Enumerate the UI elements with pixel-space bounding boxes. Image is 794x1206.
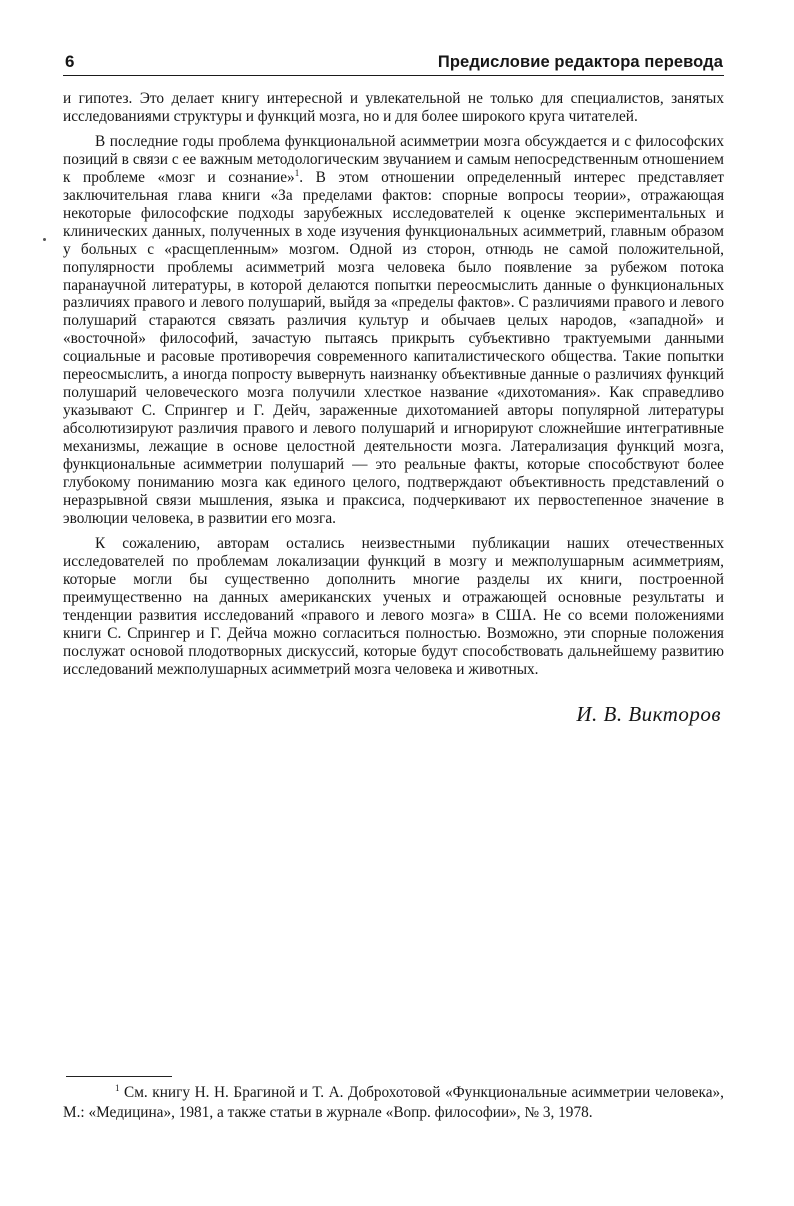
page-number: 6	[65, 52, 75, 71]
main-text	[63, 90, 724, 679]
paragraph-text-start: В последние годы проблема функциональной асимметрии мозга обсуждается и с философских позиций в связи с ее важным методологическим звучанием и самым непосредственным отношением к проблеме «мозг и сознание»	[63, 132, 724, 186]
footnote-marker: 1	[115, 1082, 120, 1093]
footnote-divider	[66, 1076, 172, 1077]
paragraph-unknown-publications: К сожалению, авторам остались неизвестными публикации наших отечественных исследователей по проблемам локализации функций в мозгу и межполушарным асимметриям, которые могли бы существенно дополнить многие разделы их книги, построенной преимущественно на данных американских ученых и отражающей основные результаты и тенденции развития исследований «правого и левого мозга» в США. Не со всеми положениями книги С. Спрингер и Г. Дейча можно согласиться полностью. Возможно, эти спорные положения послужат основой плодотворных дискуссий, которые будут способствовать дальнейшему развитию исследований межполушарных асимметрий мозга человека и животных.	[63, 534, 724, 678]
paragraph-asymmetry-philosophy	[63, 133, 724, 528]
footnote-text: См. книгу Н. Н. Брагиной и Т. А. Доброхотовой «Функциональные асимметрии человека», М.: «Медицина», 1981, а также статьи в журнале «Вопр. философии», № 3, 1978.	[63, 1084, 724, 1121]
footnote-reference[interactable]: 1	[294, 167, 300, 178]
paragraph-text-end: . В этом отношении определенный интерес представляет заключительная глава книги «За пределами фактов: спорные вопросы теории», отражающая некоторые философские подходы зарубежных исследователей к оценке экспериментальных и клинических данных, полученных в ходе изучения функциональных асимметрий, главным образом у больных с «расщепленным» мозгом. Одной из сторон, отнюдь не самой положительной, популярности проблемы асимметрий мозга человека было появление за рубежом потока паранаучной литературы, в которой делаются попытки переосмыслить данные о функциональных различиях правого и левого полушарий, выйдя за «пределы фактов». С различиями правого и левого полушарий стараются связать различия культур и обычаев целых народов, «западной» и «восточной» философий, зачастую пытаясь прикрыть субъективно трактуемыми данными социальные и расовые противоречия современного капиталистического общества. Такие попытки переосмыслить, а иногда попросту вывернуть наизнанку объективные данные о различиях функций полушарий человеческого мозга получили хлесткое название «дихотомания». Как справедливо указывают С. Спрингер и Г. Дейч, зараженные дихотоманией авторы популярной литературы абсолютизируют различия правого и левого полушарий и игнорируют сложнейшие интегративные механизмы, лежащие в основе целостной деятельности мозга. Латерализация функций мозга, функциональные асимметрии полушарий — это реальные факты, которые способствуют более глубокому пониманию мозга как единого целого, подтверждают объективность представлений о неразрывной связи мышления, языка и праксиса, подчеркивают их первостепенное значение в эволюции человека, в развитии его мозга.	[63, 168, 725, 527]
book-page	[63, 52, 724, 727]
running-title: Предисловие редактора перевода	[437, 53, 723, 71]
running-header	[63, 52, 724, 76]
footnote	[63, 1083, 724, 1122]
margin-mark	[43, 238, 46, 241]
paragraph-continuation: и гипотез. Это делает книгу интересной и увлекательной не только для специалистов, занятых исследованиями структуры и функций мозга, но и для более широкого круга читателей.	[63, 90, 724, 125]
editor-signature: И. В. Викторов	[576, 701, 721, 726]
